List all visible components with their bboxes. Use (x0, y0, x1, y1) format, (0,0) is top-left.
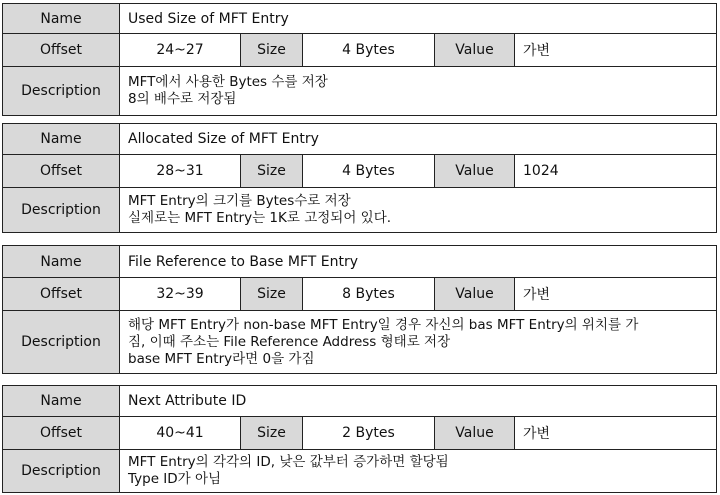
offset-label: Offset (2, 277, 120, 311)
value-value: 가변 (514, 277, 717, 311)
description-line: MFT Entry의 각각의 ID, 낮은 값부터 증가하면 할당됨 (128, 454, 449, 470)
offset-value: 24~27 (119, 33, 241, 67)
offset-label: Offset (2, 416, 120, 450)
description-line: 실제로는 MFT Entry는 1K로 고정되어 있다. (128, 210, 392, 226)
name-label: Name (2, 3, 120, 34)
description-line: MFT Entry의 크기를 Bytes수로 저장 (128, 193, 351, 209)
value-label: Value (434, 33, 515, 67)
description-label: Description (2, 310, 120, 374)
description-line: base MFT Entry라면 0을 가짐 (128, 350, 315, 367)
size-label: Size (240, 33, 303, 67)
offset-label: Offset (2, 154, 120, 188)
description-line: 8의 배수로 저장됨 (128, 91, 237, 107)
offset-label: Offset (2, 33, 120, 67)
offset-value: 40~41 (119, 416, 241, 450)
size-label: Size (240, 416, 303, 450)
value-label: Value (434, 277, 515, 311)
size-label: Size (240, 277, 303, 311)
size-value: 4 Bytes (302, 33, 435, 67)
offset-value: 28~31 (119, 154, 241, 188)
size-label: Size (240, 154, 303, 188)
description-label: Description (2, 66, 120, 116)
description-label: Description (2, 187, 120, 233)
size-value: 2 Bytes (302, 416, 435, 450)
description-line: 해당 MFT Entry가 non-base MFT Entry일 경우 자신의 bas MFT Entry의 위치를 가 (128, 316, 639, 333)
name-label: Name (2, 245, 120, 278)
description-value (119, 310, 717, 374)
value-label: Value (434, 154, 515, 188)
offset-value: 32~39 (119, 277, 241, 311)
name-label: Name (2, 123, 120, 155)
description-value (119, 449, 717, 493)
value-value: 가변 (514, 416, 717, 450)
description-line: MFT에서 사용한 Bytes 수를 저장 (128, 74, 328, 90)
size-value: 4 Bytes (302, 154, 435, 188)
value-value: 1024 (514, 154, 717, 188)
description-line: Type ID가 아님 (128, 471, 222, 487)
name-value: File Reference to Base MFT Entry (119, 245, 717, 278)
size-value: 8 Bytes (302, 277, 435, 311)
value-label: Value (434, 416, 515, 450)
description-value (119, 66, 717, 116)
name-label: Name (2, 385, 120, 417)
description-label: Description (2, 449, 120, 493)
name-value: Next Attribute ID (119, 385, 717, 417)
description-value (119, 187, 717, 233)
description-line: 짐, 이때 주소는 File Reference Address 형태로 저장 (128, 333, 451, 350)
value-value: 가변 (514, 33, 717, 67)
name-value: Allocated Size of MFT Entry (119, 123, 717, 155)
name-value: Used Size of MFT Entry (119, 3, 717, 34)
